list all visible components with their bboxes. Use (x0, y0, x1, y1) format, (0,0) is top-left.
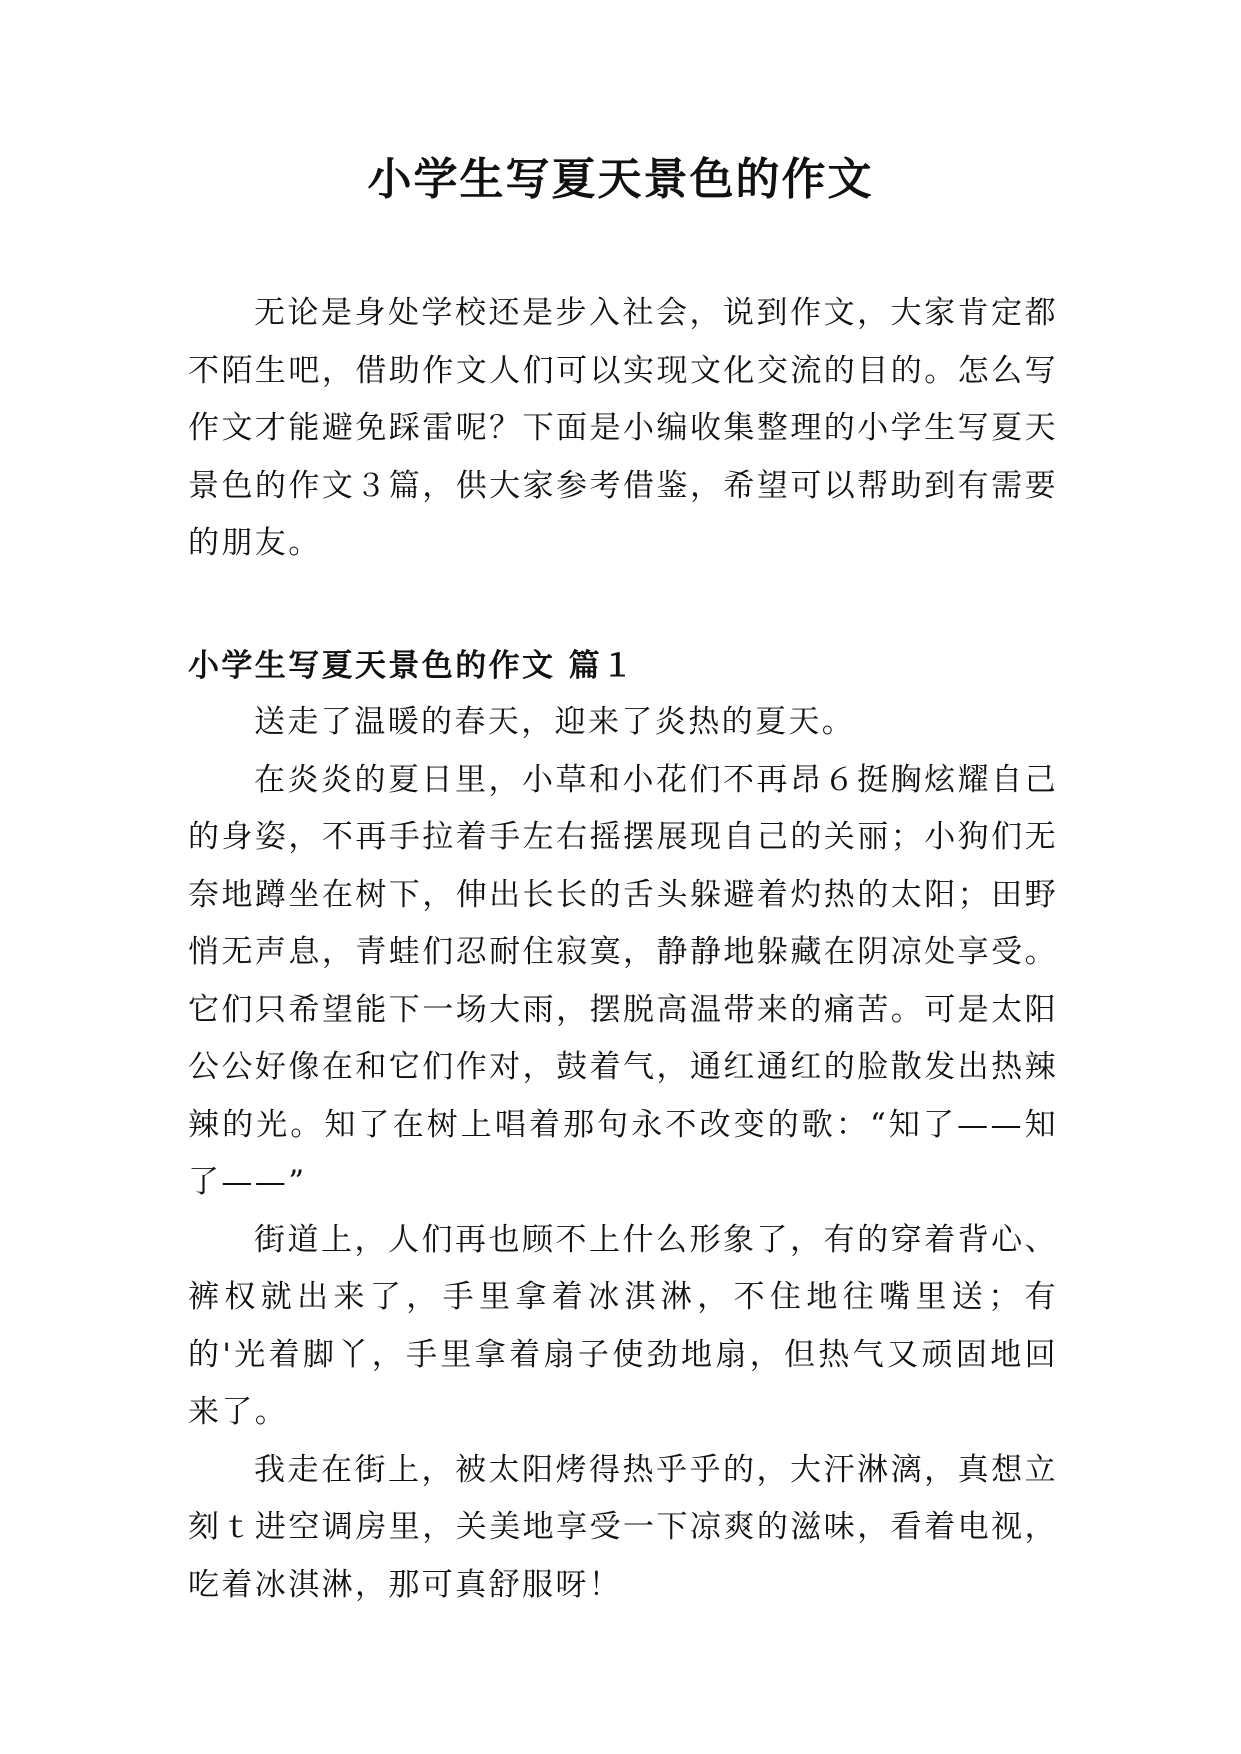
body-paragraph-4: 我走在街上，被太阳烤得热乎乎的，大汗淋漓，真想立刻ｔ进空调房里，关美地享受一下凉爽的滋味，看着电视，吃着冰淇淋，那可真舒服呀！ (188, 1451, 1058, 1603)
body-paragraph-1: 送走了温暖的春天，迎来了炎热的夏天。 (254, 704, 856, 740)
intro-paragraph: 无论是身处学校还是步入社会，说到作文，大家肯定都不陌生吧，借助作文人们可以实现文化交流的目的。怎么写作文才能避免踩雷呢？下面是小编收集整理的小学生写夏天景色的作文３篇，供大家参考借鉴，希望可以帮助到有需要的朋友。 (188, 295, 1058, 561)
body-paragraph-3: 街道上，人们再也顾不上什么形象了，有的穿着背心、裤权就出来了，手里拿着冰淇淋，不住地往嘴里送；有的'光着脚丫，手里拿着扇子使劲地扇，但热气又顽固地回来了。 (188, 1221, 1058, 1430)
body-paragraph-2: 在炎炎的夏日里，小草和小花们不再昂６挺胸炫耀自己的身姿，不再手拉着手左右摇摆展现自己的关丽；小狗们无奈地蹲坐在树下，伸出长长的舌头躲避着灼热的太阳；田野悄无声息，青蛙们忍耐住寂寞，静静地躲藏在阴凉处享受。它们只希望能下一场大雨，摆脱高温带来的痛苦。可是太阳公公好像在和它们作对，鼓着气，通红通红的脸散发出热辣辣的光。知了在树上唱着那句永不改变的歌：“知了——知了——” (188, 761, 1058, 1200)
document-title: 小学生写夏天景色的作文 (367, 154, 874, 205)
section-body (188, 694, 1058, 1614)
section-heading: 小学生写夏天景色的作文 篇１ (188, 648, 636, 684)
